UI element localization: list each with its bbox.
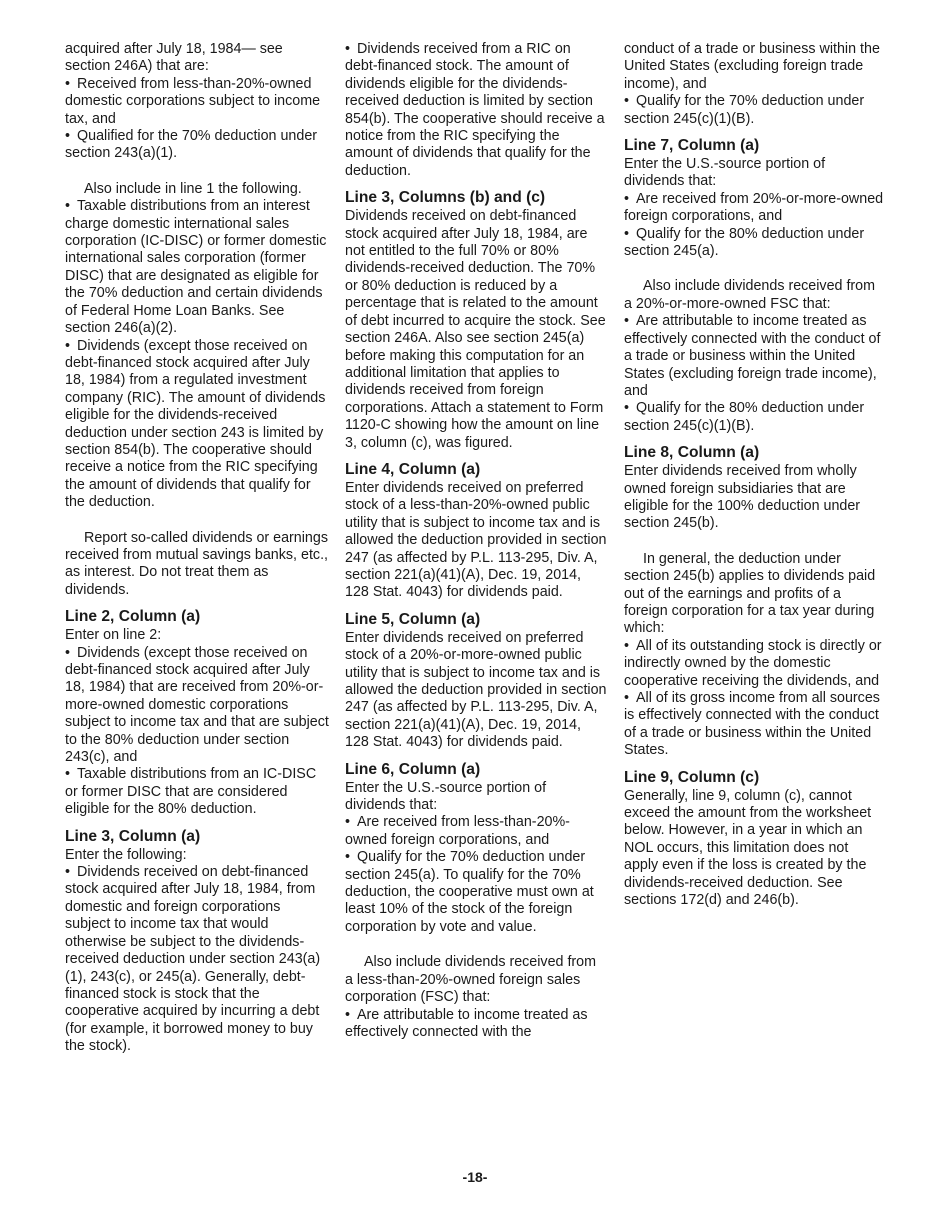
- column-left: [65, 41, 329, 1056]
- section-heading-line-3bc: Line 3, Columns (b) and (c): [345, 189, 546, 207]
- bullet-item: • All of its outstanding stock is directly or indirectly owned by the domestic cooperative receiving the dividends, and: [624, 638, 886, 690]
- paragraph: Generally, line 9, column (c), cannot exceed the amount from the worksheet below. However, in a year in which an NOL occurs, this limitation does not apply even if the loss is created by the dividends-received deduction. See sections 172(d) and 246(b).: [624, 787, 872, 909]
- paragraph: Enter dividends received on preferred stock of a 20%-or-more-owned public utility that is subject to income tax and is allowed the deduction provided in section 247 (as affected by P.L. 113-295, Div. A, section 221(a)(41)(A), Dec. 19, 2014, 128 Stat. 4043) for dividends paid.: [345, 629, 607, 751]
- paragraph: Enter the U.S.-source portion of dividends that:: [345, 779, 547, 814]
- paragraph: Also include in line 1 the following.: [84, 180, 302, 197]
- paragraph: Enter dividends received from wholly owned foreign subsidiaries that are eligible for the 100% deduction under section 245(b).: [624, 463, 861, 532]
- section-heading-line-6: Line 6, Column (a): [345, 760, 481, 778]
- bullet-item: • Qualify for the 80% deduction under section 245(c)(1)(B).: [624, 400, 886, 435]
- bullet-item: • Dividends received from a RIC on debt-financed stock. The amount of dividends eligible for the dividends-received deduction is limited by section 854(b). The cooperative should receive a notice from the RIC specifying the amount of dividends that qualify for the deduction.: [345, 41, 607, 180]
- section-heading-line-4: Line 4, Column (a): [345, 460, 481, 478]
- section-heading-line-9: Line 9, Column (c): [624, 768, 760, 786]
- section-heading-line-5: Line 5, Column (a): [345, 610, 481, 628]
- section-heading-line-7: Line 7, Column (a): [624, 137, 760, 155]
- paragraph: Enter the U.S.-source portion of dividends that:: [624, 156, 826, 190]
- bullet-item: • Received from less-than-20%-owned domestic corporations subject to income tax, and: [65, 76, 329, 128]
- bullet-item: • Taxable distributions from an interest charge domestic international sales corporation (IC-DISC) or former domestic international sales corporation (former DISC) that are designated as eligible for the 70% deduction and certain dividends of Federal Home Loan Banks. See section 246(a)(2).: [65, 198, 329, 337]
- paragraph: Enter on line 2:: [65, 627, 162, 644]
- bullet-item: • Qualify for the 70% deduction under section 245(c)(1)(B).: [624, 93, 886, 128]
- paragraph: Dividends received on debt-financed stock acquired after July 18, 1984, are not entitled to the full 70% or 80% dividends-received deduction. The 70% or 80% deduction is reduced by a percentage that is related to the amount of debt incurred to acquire the stock. See section 246A. Also see section 245(a) before making this computation for an additional limitation that applies to dividends received from foreign corporations. Attach a statement to Form 1120-C showing how the amount on line 3, column (c), was figured.: [345, 208, 606, 451]
- paragraph: Enter dividends received on preferred stock of a less-than-20%-owned public utility that is subject to income tax and is allowed the deduction provided in section 247 (as affected by P.L. 113-295, Div. A, section 221(a)(41)(A), Dec. 19, 2014, 128 Stat. 4043) for dividends paid.: [345, 479, 607, 601]
- column-middle: [345, 41, 607, 1041]
- bullet-item: • Dividends (except those received on debt-financed stock acquired after July 18, 1984) that are received from 20%-or-more-owned domestic corporations subject to income tax and that are subject to the 80% deduction under section 243(c), and: [65, 645, 329, 767]
- paragraph: In general, the deduction under section 245(b) applies to dividends paid out of the earnings and profits of a foreign corporation for a tax year during which:: [624, 550, 876, 637]
- bullet-item: • Dividends received on debt-financed stock acquired after July 18, 1984, from domestic and foreign corporations subject to income tax that would otherwise be subject to the dividends-received deduction under section 243(a)(1), 243(c), or 245(a). Generally, debt-financed stock is stock that the cooperative acquired by incurring a debt (for example, it borrowed money to buy the stock).: [65, 864, 329, 1055]
- paragraph: Enter the following:: [65, 846, 187, 863]
- paragraph: acquired after July 18, 1984— see section 246A) that are:: [65, 41, 283, 75]
- bullet-item: • Are received from 20%-or-more-owned foreign corporations, and: [624, 191, 886, 226]
- page-number: -18-: [462, 1169, 488, 1185]
- paragraph: conduct of a trade or business within the United States (excluding foreign trade income), and: [624, 41, 880, 92]
- section-heading-line-2: Line 2, Column (a): [65, 608, 201, 626]
- bullet-item: • Qualify for the 70% deduction under section 245(a). To qualify for the 70% deduction, the cooperative must own at least 10% of the stock of the foreign corporation by vote and value.: [345, 849, 607, 936]
- bullet-item: • Taxable distributions from an IC-DISC or former DISC that are considered eligible for the 80% deduction.: [65, 766, 329, 818]
- bullet-item: • All of its gross income from all sources is effectively connected with the conduct of a trade or business within the United States.: [624, 690, 886, 760]
- paragraph: Also include dividends received from a less-than-20%-owned foreign sales corporation (FSC) that:: [345, 954, 597, 1006]
- bullet-item: • Are attributable to income treated as effectively connected with the conduct of a trade or business within the United States (excluding foreign trade income), and: [624, 313, 886, 400]
- paragraph: Report so-called dividends or earnings received from mutual savings banks, etc., as interest. Do not treat them as dividends.: [65, 529, 329, 598]
- bullet-item: • Qualify for the 80% deduction under section 245(a).: [624, 226, 886, 261]
- bullet-item: • Are received from less-than-20%-owned foreign corporations, and: [345, 814, 607, 849]
- bullet-item: • Qualified for the 70% deduction under section 243(a)(1).: [65, 128, 329, 163]
- bullet-item: • Are attributable to income treated as effectively connected with the: [345, 1007, 607, 1042]
- section-heading-line-3a: Line 3, Column (a): [65, 827, 201, 845]
- column-right: [624, 41, 886, 909]
- paragraph: Also include dividends received from a 20%-or-more-owned FSC that:: [624, 278, 876, 312]
- bullet-item: • Dividends (except those received on debt-financed stock acquired after July 18, 1984) from a regulated investment company (RIC). The amount of dividends eligible for the dividends-received deduction under section 243 is limited by section 854(b). The cooperative should receive a notice from the RIC specifying the amount of dividends that qualify for the deduction.: [65, 338, 329, 512]
- section-heading-line-8: Line 8, Column (a): [624, 444, 760, 462]
